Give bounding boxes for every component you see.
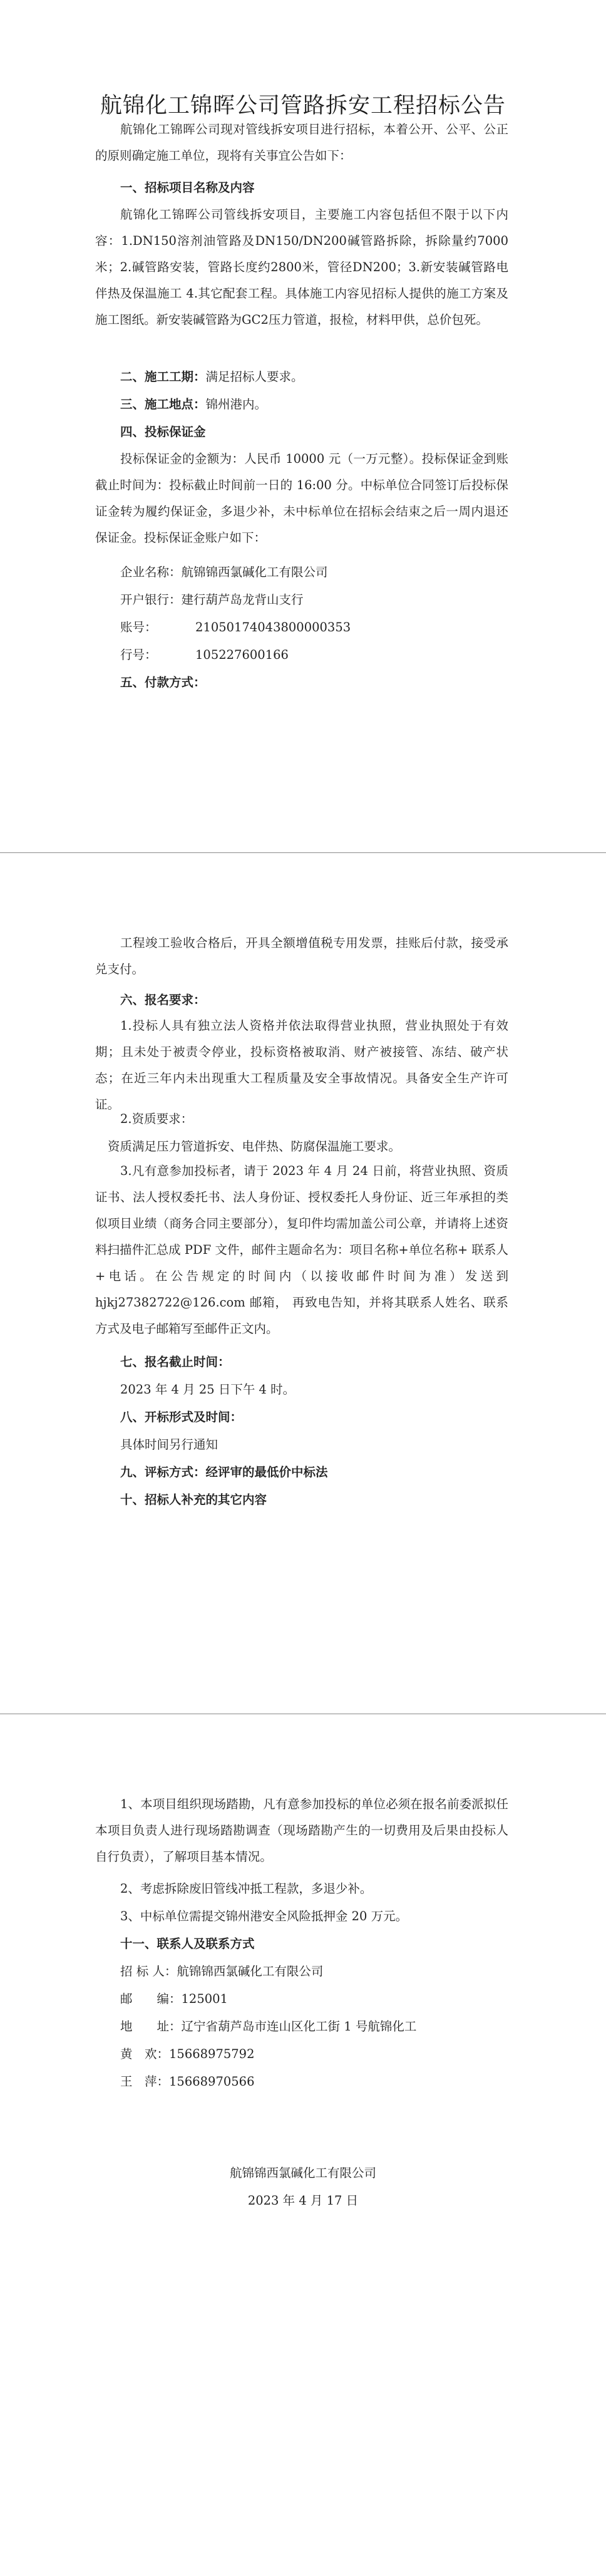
postcode-label: 邮 编： <box>120 1992 182 2006</box>
section-2-heading: 二、施工工期： <box>120 370 206 384</box>
page-3 <box>0 1716 606 2576</box>
tenderer-value: 航锦锦西氯碱化工有限公司 <box>177 1964 324 1979</box>
section-1-heading: 一、招标项目名称及内容 <box>120 180 255 195</box>
section-5-heading: 五、付款方式： <box>120 675 206 690</box>
section-6-item-2: 资质满足压力管道拆安、电伴热、防腐保温施工要求。 <box>108 1139 401 1154</box>
postcode-row <box>95 1990 533 2008</box>
address-label: 地 址： <box>120 2019 182 2034</box>
contact-1-phone: 15668975792 <box>169 2047 255 2061</box>
section-7-heading: 七、报名截止时间： <box>120 1355 230 1369</box>
bankno-value: 105227600166 <box>195 648 289 662</box>
account-value: 21050174043800000353 <box>195 620 351 634</box>
section-6-item-2-label: 2.资质要求： <box>120 1112 193 1126</box>
section-10-item-2: 2、考虑拆除废旧管线冲抵工程款，多退少补。 <box>120 1881 372 1896</box>
section-1-body: 航锦化工锦晖公司管线拆安项目，主要施工内容包括但不限于以下内容：1.DN150溶剂油管路及DN150/DN200碱管路拆除，拆除量约7000米；2.碱管路安装，管路长度约2800米，管径DN200；3.新安装碱管路电伴热及保温施工 4.其它配套工程。具体施工内容见招标人提供的施工方案及施工图纸。新安装碱管路为GC2压力管道，报检，材料甲供，总价包死。 <box>95 207 508 327</box>
company-value: 航锦锦西氯碱化工有限公司 <box>181 565 328 579</box>
section-10-item-3: 3、中标单位需提交锦州港安全风险抵押金 20 万元。 <box>120 1909 408 1923</box>
section-11-heading: 十一、联系人及联系方式 <box>120 1937 255 1951</box>
tenderer-row <box>95 1963 533 1980</box>
tenderer-label: 招 标 人： <box>120 1964 177 1979</box>
section-6-item-3: 3.凡有意参加投标者，请于 2023 年 4 月 24 日前，将营业执照、资质证书、法人授权委托书、法人身份证、授权委托人身份证、近三年承担的类似项目业绩（商务合同主要部分），复印件均需加盖公司公章，并请将上述资料扫描件汇总成 PDF 文件，邮件主题命名为：项目名称+单位名称+ 联系人+电话。在公告规定的时间内（以接收邮件时间为准）发送到 hjkj27382722@126.com 邮箱， 再致电告知，并将其联系人姓名、联系方式及电子邮箱写至邮件正文内。 <box>95 1164 508 1336</box>
page-separator <box>0 852 606 853</box>
address-row <box>95 2018 533 2035</box>
bank-row <box>95 591 533 609</box>
page-2 <box>0 855 606 1713</box>
contact-2-row <box>95 2073 533 2091</box>
footer-company: 航锦锦西氯碱化工有限公司 <box>229 2166 376 2180</box>
contact-2-phone: 15668970566 <box>169 2074 255 2089</box>
contact-1-label: 黄 欢： <box>120 2047 170 2061</box>
page-1 <box>0 0 606 852</box>
contact-2-label: 王 萍： <box>120 2074 170 2089</box>
bankno-row <box>95 646 533 664</box>
address-value: 辽宁省葫芦岛市连山区化工街 1 号航锦化工 <box>181 2019 417 2034</box>
intro-paragraph: 航锦化工锦晖公司现对管线拆安项目进行招标，本着公开、公平、公正的原则确定施工单位，现将有关事宜公告如下： <box>95 122 508 163</box>
bank-label: 开户银行： <box>120 592 182 607</box>
postcode-value: 125001 <box>181 1992 228 2006</box>
page-title: 航锦化工锦晖公司管路拆安工程招标公告 <box>100 93 506 119</box>
bank-value: 建行葫芦岛龙背山支行 <box>181 592 304 607</box>
section-4-heading: 四、投标保证金 <box>120 425 206 439</box>
company-row <box>95 564 533 581</box>
section-7-value: 2023 年 4 月 25 日下午 4 时。 <box>120 1382 295 1397</box>
company-label: 企业名称： <box>120 565 182 579</box>
section-3-line <box>95 396 533 413</box>
section-8-value: 具体时间另行通知 <box>120 1437 218 1452</box>
section-2-value: 满足招标人要求。 <box>205 370 304 384</box>
section-10-heading: 十、招标人补充的其它内容 <box>120 1492 267 1507</box>
contact-1-row <box>95 2046 533 2063</box>
footer-date: 2023 年 4 月 17 日 <box>247 2193 359 2208</box>
section-8-heading: 八、开标形式及时间： <box>120 1410 243 1424</box>
section-2-line <box>95 368 533 386</box>
section-9-heading: 九、评标方式：经评审的最低价中标法 <box>120 1465 328 1479</box>
section-3-heading: 三、施工地点： <box>120 397 206 411</box>
section-6-item-1: 1.投标人具有独立法人资格并依法取得营业执照，营业执照处于有效期；且未处于被责令停业，投标资格被取消、财产被接管、冻结、破产状态；在近三年内未出现重大工程质量及安全事故情况。具备安全生产许可证。 <box>95 1018 508 1112</box>
section-3-value: 锦州港内。 <box>205 397 267 411</box>
section-6-heading: 六、报名要求： <box>120 993 206 1007</box>
account-label: 账号： <box>120 620 157 634</box>
section-4-body: 投标保证金的金额为：人民币 10000 元（一万元整）。投标保证金到账截止时间为：投标截止时间前一日的 16:00 分。中标单位合同签订后投标保证金转为履约保证金，多退少补，未中标单位在招标会结束之后一周内退还保证金。投标保证金账户如下： <box>95 452 508 545</box>
bankno-label: 行号： <box>120 648 157 662</box>
account-row <box>95 619 533 636</box>
section-5-body: 工程竣工验收合格后，开具全额增值税专用发票，挂账后付款，接受承兑支付。 <box>95 936 508 976</box>
section-10-item-1: 1、本项目组织现场踏勘，凡有意参加投标的单位必须在报名前委派拟任本项目负责人进行现场踏勘调查（现场踏勘产生的一切费用及后果由投标人自行负责），了解项目基本情况。 <box>95 1797 508 1864</box>
